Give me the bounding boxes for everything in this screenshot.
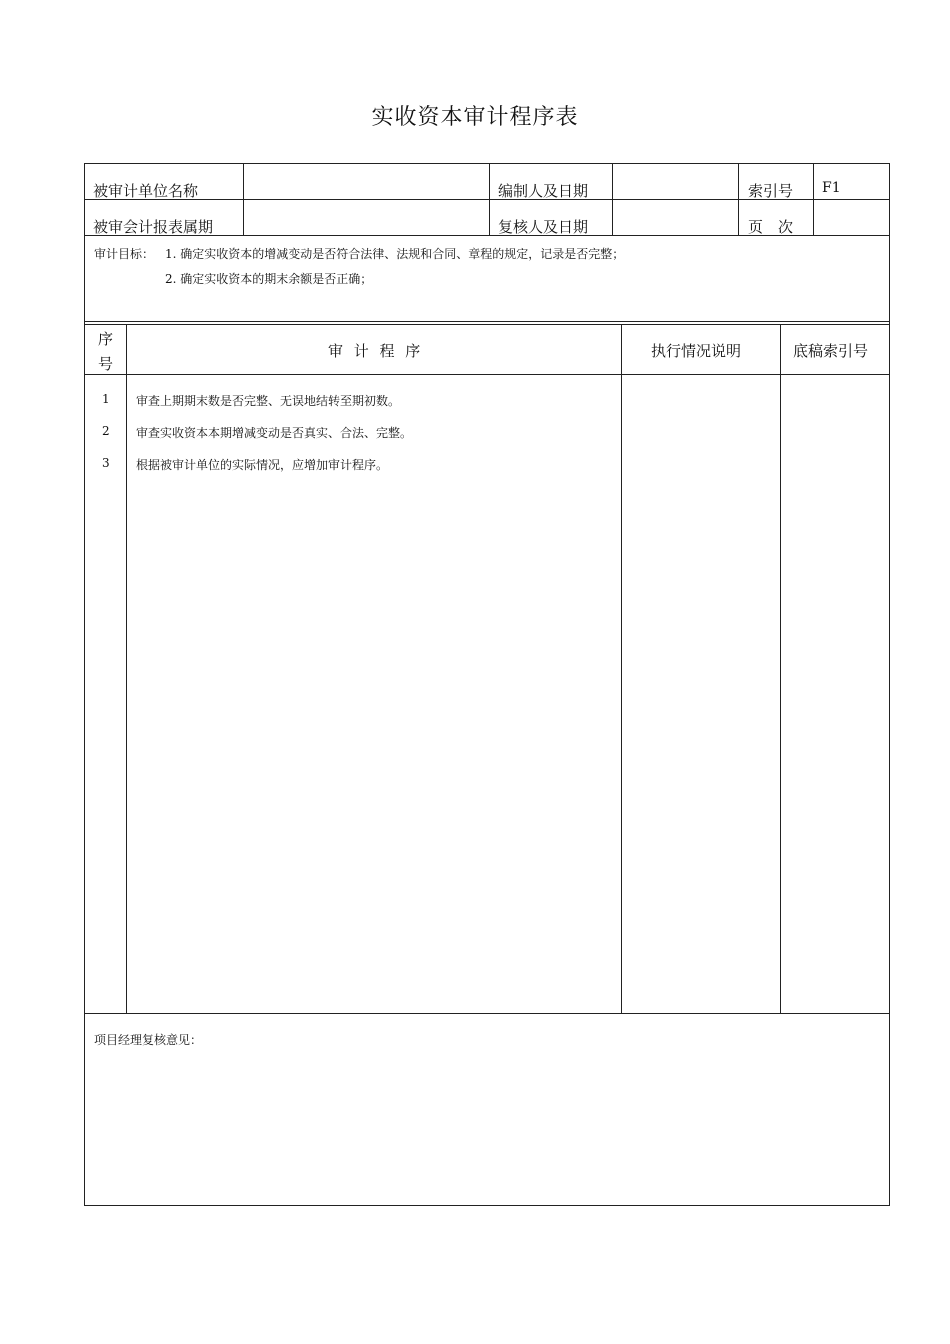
header-divider-3 bbox=[612, 163, 613, 235]
header-divider-2 bbox=[489, 163, 490, 235]
procedure-column-divider bbox=[621, 324, 622, 1013]
procedure-column-header: 审 计 程 序 bbox=[328, 342, 424, 360]
page-label: 页 次 bbox=[748, 218, 794, 236]
reviewed-by-label: 复核人及日期 bbox=[498, 218, 589, 236]
report-period-label: 被审会计报表属期 bbox=[93, 218, 214, 236]
row-seq: 1 bbox=[102, 392, 110, 406]
table-bottom-border bbox=[84, 1205, 890, 1206]
row-seq: 3 bbox=[102, 456, 110, 470]
ref-index-column-header: 底稿索引号 bbox=[793, 342, 869, 360]
objectives-bottom-divider-2 bbox=[84, 324, 890, 325]
review-label: 项目经理复核意见： bbox=[94, 1033, 203, 1047]
table-top-border bbox=[84, 163, 890, 164]
objectives-bottom-divider bbox=[84, 321, 890, 322]
audited-unit-label: 被审计单位名称 bbox=[93, 182, 199, 200]
seq-column-divider bbox=[126, 324, 127, 1013]
row-procedure: 根据被审计单位的实际情况，应增加审计程序。 bbox=[136, 458, 389, 472]
column-header-bottom bbox=[84, 374, 890, 375]
row-seq: 2 bbox=[102, 424, 110, 438]
row-procedure: 审查实收资本本期增减变动是否真实、合法、完整。 bbox=[136, 426, 413, 440]
index-value[interactable]: F1 bbox=[822, 180, 841, 196]
seq-column-header-top: 序 bbox=[98, 330, 114, 348]
row-procedure: 审查上期期末数是否完整、无误地结转至期初数。 bbox=[136, 394, 401, 408]
header-divider-5 bbox=[813, 163, 814, 235]
procedure-area-bottom bbox=[84, 1013, 890, 1014]
objective-item: 1. 确定实收资本的增减变动是否符合法律、法规和合同、章程的规定，记录是否完整； bbox=[165, 247, 625, 261]
header-divider-1 bbox=[243, 163, 244, 235]
page-title: 实收资本审计程序表 bbox=[371, 105, 579, 130]
seq-column-header-bottom: 号 bbox=[98, 355, 114, 373]
execution-column-header: 执行情况说明 bbox=[651, 342, 742, 360]
header-divider-4 bbox=[738, 163, 739, 235]
table-right-border bbox=[889, 163, 890, 1206]
objectives-label: 审计目标： bbox=[94, 247, 155, 261]
prepared-by-label: 编制人及日期 bbox=[498, 182, 589, 200]
objective-item: 2. 确定实收资本的期末余额是否正确； bbox=[165, 272, 373, 286]
execution-column-divider bbox=[780, 324, 781, 1013]
table-left-border bbox=[84, 163, 85, 1206]
index-label: 索引号 bbox=[748, 182, 794, 200]
